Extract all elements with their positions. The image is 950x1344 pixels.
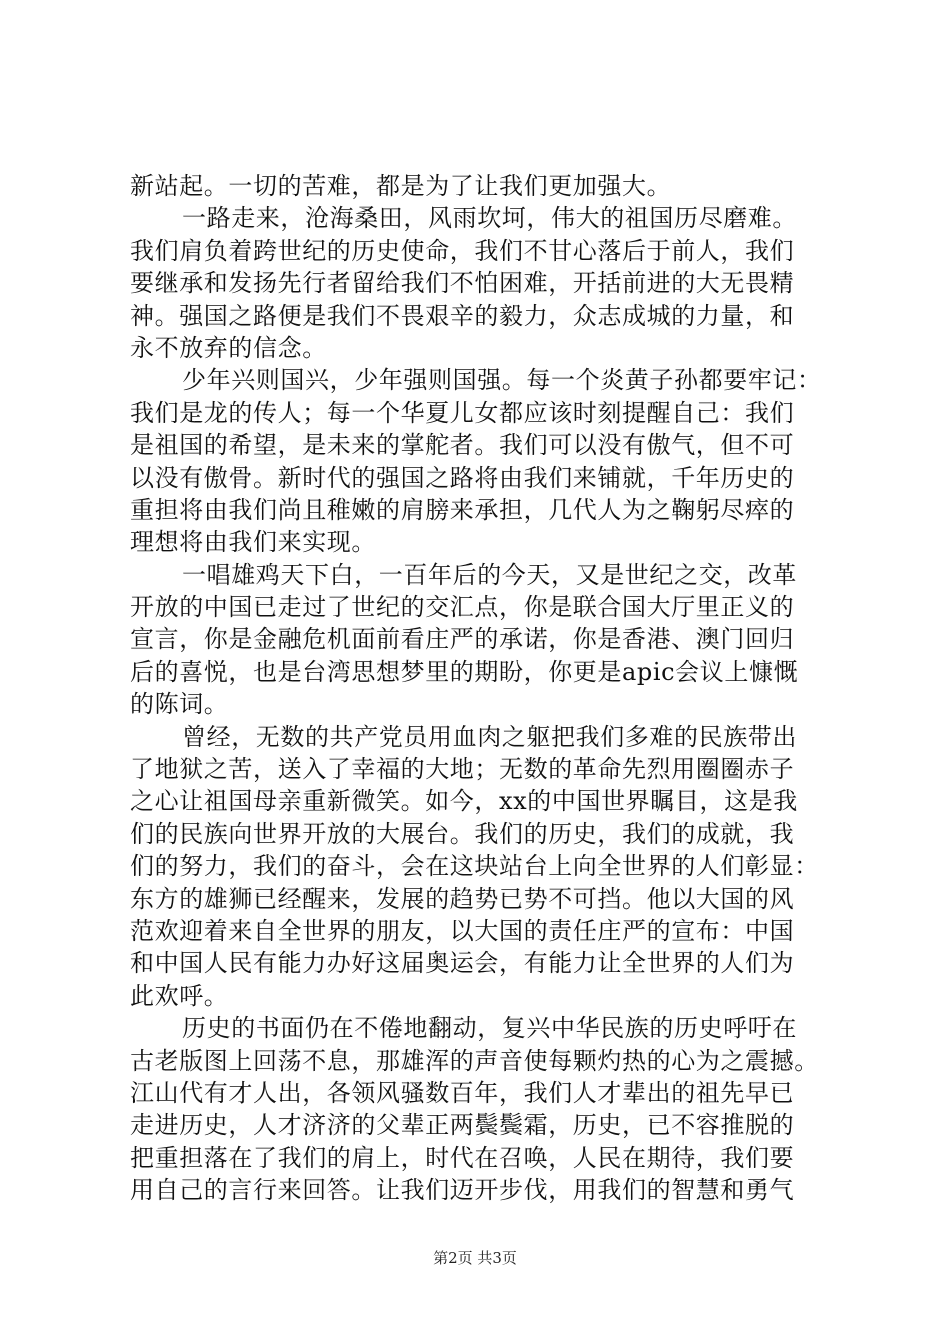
text-line: 我们是龙的传人；每一个华夏儿女都应该时刻提醒自己：我们 <box>130 398 795 427</box>
text-line: 之心让祖国母亲重新微笑。如今，xx的中国世界瞩目，这是我 <box>130 787 798 816</box>
text-line: 们的民族向世界开放的大展台。我们的历史，我们的成就，我 <box>130 819 795 848</box>
text-line: 了地狱之苦，送入了幸福的大地；无数的革命先烈用圈圈赤子 <box>130 755 795 784</box>
text-line: 古老版图上回荡不息，那雄浑的声音使每颗灼热的心为之震撼。 <box>130 1046 819 1075</box>
paragraph-start-line: 一路走来，沧海桑田，风雨坎坷，伟大的祖国历尽磨难。 <box>182 204 797 233</box>
page-footer: 第2页 共3页 <box>433 1249 517 1267</box>
text-line: 要继承和发扬先行者留给我们不怕困难，开括前进的大无畏精 <box>130 269 795 298</box>
text-line: 江山代有才人出，各领风骚数百年，我们人才辈出的祖先早已 <box>130 1078 795 1107</box>
text-line: 们的努力，我们的奋斗，会在这块站台上向全世界的人们彰显： <box>130 852 819 881</box>
text-line: 和中国人民有能力办好这届奥运会，有能力让全世界的人们为 <box>130 949 795 978</box>
text-line: 东方的雄狮已经醒来，发展的趋势已势不可挡。他以大国的风 <box>130 884 795 913</box>
text-line: 把重担落在了我们的肩上，时代在召唤，人民在期待，我们要 <box>130 1143 795 1172</box>
text-line: 是祖国的希望，是未来的掌舵者。我们可以没有傲气，但不可 <box>130 431 795 460</box>
paragraph-start-line: 一唱雄鸡天下白，一百年后的今天，又是世纪之交，改革 <box>182 560 797 589</box>
text-line: 新站起。一切的苦难，都是为了让我们更加强大。 <box>130 172 672 200</box>
paragraph-start-line: 曾经，无数的共产党员用血肉之躯把我们多难的民族带出 <box>182 722 797 751</box>
paragraph-start-line: 少年兴则国兴，少年强则国强。每一个炎黄子孙都要牢记： <box>182 366 822 395</box>
text-line: 的陈词。 <box>130 690 229 719</box>
text-line: 以没有傲骨。新时代的强国之路将由我们来铺就，千年历史的 <box>130 463 795 492</box>
text-line: 后的喜悦，也是台湾思想梦里的期盼，你更是apic会议上慷慨 <box>130 657 799 686</box>
text-line: 宣言，你是金融危机面前看庄严的承诺，你是香港、澳门回归 <box>130 625 795 654</box>
text-line: 开放的中国已走过了世纪的交汇点，你是联合国大厅里正义的 <box>130 593 795 622</box>
body-text <box>130 170 835 1207</box>
paragraph-start-line: 历史的书面仍在不倦地翻动，复兴中华民族的历史呼吁在 <box>182 1014 797 1043</box>
text-line: 重担将由我们尚且稚嫩的肩膀来承担，几代人为之鞠躬尽瘁的 <box>130 495 795 524</box>
text-line: 永不放弃的信念。 <box>130 333 327 362</box>
text-line: 理想将由我们来实现。 <box>130 528 376 557</box>
text-line: 此欢呼。 <box>130 981 229 1010</box>
text-line: 用自己的言行来回答。让我们迈开步伐，用我们的智慧和勇气 <box>130 1176 795 1205</box>
text-line: 走进历史，人才济济的父辈正两鬓鬓霜，历史，已不容推脱的 <box>130 1111 795 1140</box>
text-line: 范欢迎着来自全世界的朋友，以大国的责任庄严的宣布：中国 <box>130 916 795 945</box>
text-line: 我们肩负着跨世纪的历史使命，我们不甘心落后于前人，我们 <box>130 236 795 265</box>
text-line: 神。强国之路便是我们不畏艰辛的毅力，众志成城的力量，和 <box>130 301 795 330</box>
